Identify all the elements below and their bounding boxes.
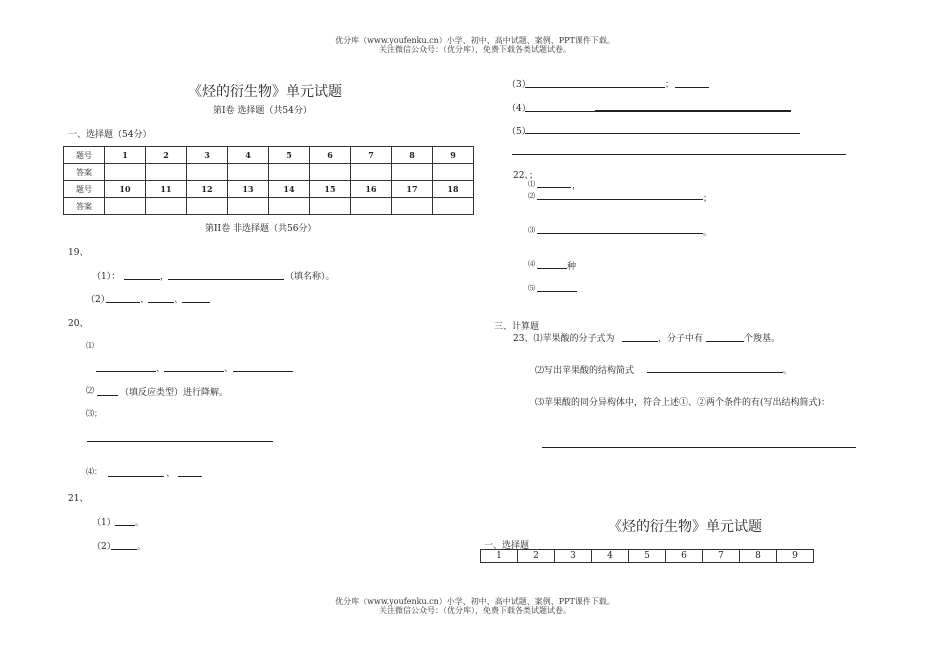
table-cell: 9 bbox=[433, 147, 474, 164]
q22-3-label: ⑶ bbox=[528, 226, 535, 234]
blank-line[interactable] bbox=[111, 549, 137, 550]
table-cell: 10 bbox=[105, 181, 146, 198]
table-row bbox=[64, 164, 474, 181]
blank-line[interactable] bbox=[525, 111, 595, 112]
table-cell: 16 bbox=[351, 181, 392, 198]
table-cell: 9 bbox=[777, 550, 814, 563]
blank-line[interactable] bbox=[537, 268, 567, 269]
table-cell: 18 bbox=[433, 181, 474, 198]
q20-label: 20、 bbox=[68, 319, 89, 329]
answer-cell[interactable] bbox=[146, 164, 187, 181]
answer-sheet-title: 《烃的衍生物》单元试题 bbox=[608, 519, 762, 535]
q22-5-label: ⑸ bbox=[528, 284, 535, 292]
blank-line[interactable] bbox=[675, 87, 709, 88]
table-cell: 答案 bbox=[64, 164, 105, 181]
table-cell: 4 bbox=[228, 147, 269, 164]
table-cell: 6 bbox=[310, 147, 351, 164]
q21-1-label: （1） bbox=[92, 518, 116, 528]
part1-heading: 第Ⅰ卷 选择题（共54分） bbox=[213, 106, 312, 116]
blank-line[interactable] bbox=[537, 291, 577, 292]
table-row bbox=[64, 198, 474, 215]
answer-cell[interactable] bbox=[351, 164, 392, 181]
blank-line[interactable] bbox=[525, 133, 800, 134]
answer-cell[interactable] bbox=[269, 198, 310, 215]
table-cell: 7 bbox=[351, 147, 392, 164]
q20-4-label: ⑷： bbox=[86, 467, 102, 476]
period-text: 。 bbox=[783, 366, 793, 376]
table-cell: 5 bbox=[629, 550, 666, 563]
table-cell: 答案 bbox=[64, 198, 105, 215]
blank-line[interactable] bbox=[537, 187, 571, 188]
table-cell: 13 bbox=[228, 181, 269, 198]
comma-text: ， bbox=[572, 181, 582, 191]
answer-cell[interactable] bbox=[105, 198, 146, 215]
q19-1-label: （1）： bbox=[92, 272, 121, 282]
table-cell: 题号 bbox=[64, 181, 105, 198]
blank-line[interactable] bbox=[537, 199, 703, 200]
q22-label: 22、； bbox=[513, 171, 538, 181]
table-cell: 3 bbox=[187, 147, 228, 164]
blank-line[interactable] bbox=[164, 371, 224, 372]
blank-line[interactable] bbox=[178, 476, 202, 477]
table-cell: 6 bbox=[666, 550, 703, 563]
q20-2-suffix: （填反应类型）进行降解。 bbox=[120, 388, 229, 398]
period-text: 。 bbox=[135, 518, 145, 528]
answer-cell[interactable] bbox=[310, 164, 351, 181]
semicolon-text: ； bbox=[703, 194, 713, 204]
blank-line[interactable] bbox=[115, 525, 135, 526]
table-cell: 17 bbox=[392, 181, 433, 198]
table-cell: 7 bbox=[703, 550, 740, 563]
blank-line[interactable] bbox=[124, 279, 160, 280]
blank-line[interactable] bbox=[595, 110, 791, 112]
blank-line[interactable] bbox=[512, 154, 846, 155]
table-cell: 题号 bbox=[64, 147, 105, 164]
section3-heading: 三、计算题 bbox=[494, 322, 540, 332]
answer-cell[interactable] bbox=[105, 164, 146, 181]
period-text: 。 bbox=[137, 542, 147, 552]
blank-line[interactable] bbox=[647, 372, 783, 373]
q22-4-label: ⑷ bbox=[528, 260, 535, 268]
table-cell: 1 bbox=[481, 550, 518, 563]
blank-line[interactable] bbox=[108, 476, 164, 477]
r3-label: （3） bbox=[507, 80, 531, 90]
blank-line[interactable] bbox=[97, 395, 118, 396]
answer-cell[interactable] bbox=[310, 198, 351, 215]
page-footer-line2: 关注微信公众号：（优分库），免费下载各类试题试卷。 bbox=[379, 606, 571, 615]
answer-cell[interactable] bbox=[351, 198, 392, 215]
blank-line[interactable] bbox=[96, 371, 156, 372]
answer-cell[interactable] bbox=[228, 198, 269, 215]
blank-line[interactable] bbox=[542, 447, 856, 448]
section1-heading: 一、选择题（54分） bbox=[68, 130, 152, 140]
answer-sheet-table bbox=[480, 549, 814, 563]
table-cell: 12 bbox=[187, 181, 228, 198]
table-cell: 8 bbox=[740, 550, 777, 563]
blank-line[interactable] bbox=[525, 87, 665, 88]
q23-3-text: ⑶苹果酸的同分异构体中，符合上述①、②两个条件的有(写出结构简式)： bbox=[535, 398, 831, 408]
answer-cell[interactable] bbox=[146, 198, 187, 215]
q22-1-label: ⑴ bbox=[528, 180, 535, 188]
separator: 、 bbox=[224, 364, 234, 374]
blank-line[interactable] bbox=[182, 302, 210, 303]
r5-label: （5） bbox=[507, 127, 531, 137]
table-cell: 14 bbox=[269, 181, 310, 198]
q23-2-text: ⑵写出苹果酸的结构简式 bbox=[535, 366, 635, 376]
part2-heading: 第II卷 非选择题（共56分） bbox=[205, 224, 317, 234]
q20-1-label: ⑴ bbox=[86, 341, 94, 350]
answer-cell[interactable] bbox=[269, 164, 310, 181]
answer-cell[interactable] bbox=[228, 164, 269, 181]
separator: 、 bbox=[174, 295, 184, 305]
blank-line[interactable] bbox=[106, 302, 140, 303]
r4-label: （4） bbox=[507, 104, 531, 114]
kind-text: 种 bbox=[567, 262, 577, 272]
q22-2-label: ⑵ bbox=[528, 192, 535, 200]
table-cell: 5 bbox=[269, 147, 310, 164]
table-cell: 15 bbox=[310, 181, 351, 198]
answer-cell[interactable] bbox=[433, 164, 474, 181]
q21-2-label: （2） bbox=[92, 542, 116, 552]
table-cell: 8 bbox=[392, 147, 433, 164]
page-footer-line1: 优分库（www.youfenku.cn）小学、初中、高中试题、案例、PPT课件下载。 bbox=[335, 597, 615, 606]
table-cell: 2 bbox=[518, 550, 555, 563]
answer-cell[interactable] bbox=[392, 198, 433, 215]
q23-1-suffix: 个羧基。 bbox=[744, 334, 781, 344]
q19-2-label: （2） bbox=[86, 295, 110, 305]
blank-line[interactable] bbox=[87, 441, 273, 442]
period-text: 。 bbox=[703, 228, 713, 238]
q23-1-middle: ，分子中有 bbox=[658, 334, 704, 344]
q19-1-suffix: （填名称）。 bbox=[285, 272, 335, 282]
table-cell: 4 bbox=[592, 550, 629, 563]
page-header-line2: 关注微信公众号：（优分库），免费下载各类试题试卷。 bbox=[379, 45, 571, 54]
table-cell: 3 bbox=[555, 550, 592, 563]
blank-line[interactable] bbox=[706, 341, 744, 342]
table-cell: 1 bbox=[105, 147, 146, 164]
blank-line[interactable] bbox=[622, 341, 658, 342]
blank-line[interactable] bbox=[233, 371, 293, 372]
answer-cell[interactable] bbox=[392, 164, 433, 181]
separator: 、 bbox=[156, 364, 166, 374]
page-title: 《烃的衍生物》单元试题 bbox=[188, 84, 342, 100]
semicolon-text: ； bbox=[665, 80, 675, 90]
q21-label: 21、 bbox=[68, 494, 89, 504]
table-row bbox=[481, 550, 814, 563]
answer-cell[interactable] bbox=[187, 164, 228, 181]
answer-table bbox=[63, 146, 474, 215]
q23-1-text: 23、⑴苹果酸的分子式为 bbox=[513, 334, 615, 344]
separator: 、 bbox=[140, 295, 150, 305]
blank-line[interactable] bbox=[148, 302, 174, 303]
answer-cell[interactable] bbox=[187, 198, 228, 215]
table-row bbox=[64, 181, 474, 198]
table-cell: 11 bbox=[146, 181, 187, 198]
page-header-line1: 优分库（www.youfenku.cn）小学、初中、高中试题、案例、PPT课件下载。 bbox=[335, 36, 615, 45]
q20-3-label: ⑶； bbox=[86, 409, 102, 418]
blank-line[interactable] bbox=[168, 279, 284, 280]
answer-cell[interactable] bbox=[433, 198, 474, 215]
table-cell: 2 bbox=[146, 147, 187, 164]
blank-line[interactable] bbox=[537, 233, 703, 234]
answer-sheet-section1: 一、选择题 bbox=[484, 541, 530, 551]
table-row bbox=[64, 147, 474, 164]
q20-2-label: ⑵ bbox=[86, 386, 94, 395]
separator: 、 bbox=[166, 469, 176, 479]
q19-label: 19、 bbox=[68, 248, 89, 258]
comma-text: ， bbox=[160, 272, 170, 282]
